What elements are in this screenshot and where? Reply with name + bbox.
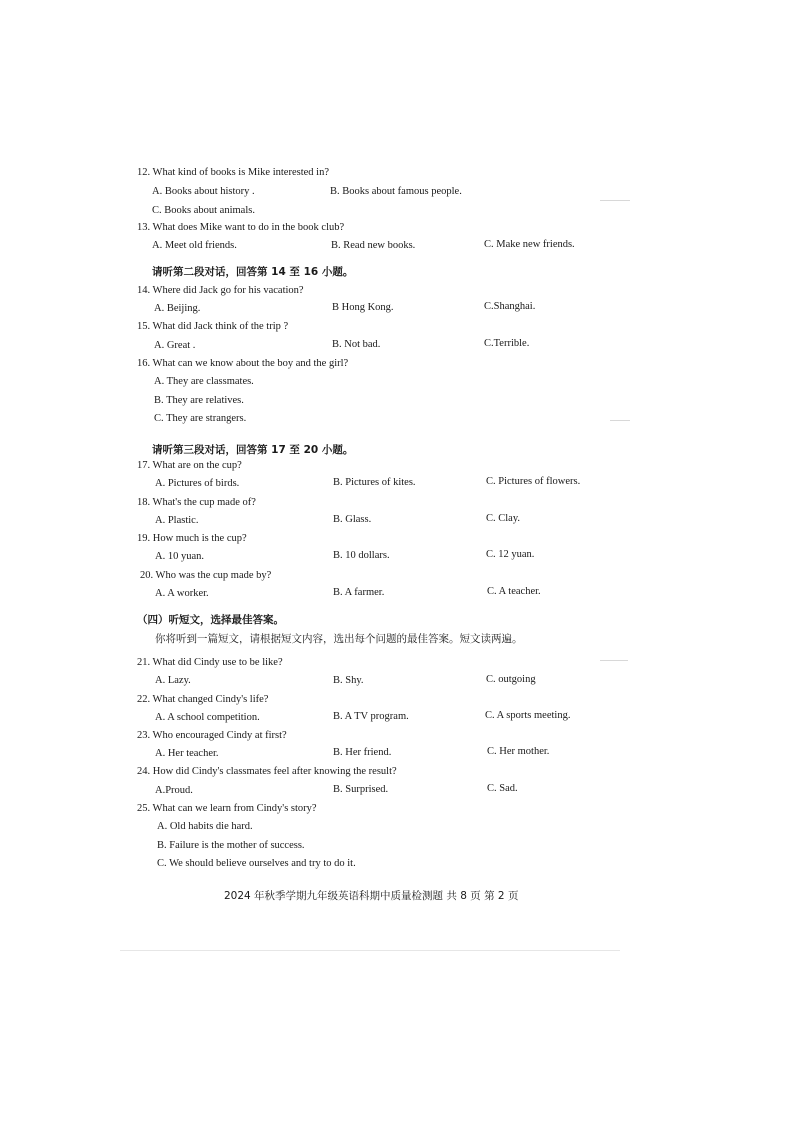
- option-18a: A. Plastic.: [155, 515, 199, 526]
- page-footer: 2024 年秋季学期九年级英语科期中质量检测题 共 8 页 第 2 页: [224, 890, 519, 902]
- option-23b: B. Her friend.: [333, 747, 392, 758]
- option-16c: C. They are strangers.: [154, 413, 247, 424]
- option-20c: C. A teacher.: [487, 586, 541, 597]
- option-15c: C.Terrible.: [484, 338, 530, 349]
- part4-instruction: 你将听到一篇短文，请根据短文内容，选出每个问题的最佳答案。短文读两遍。: [155, 633, 523, 645]
- option-13b: B. Read new books.: [331, 240, 416, 251]
- option-22c: C. A sports meeting.: [485, 710, 571, 721]
- question-16: 16. What can we know about the boy and the girl?: [137, 358, 349, 369]
- option-24a: A.Proud.: [155, 785, 193, 796]
- option-24c: C. Sad.: [487, 783, 518, 794]
- option-25a: A. Old habits die hard.: [157, 821, 253, 832]
- option-13c: C. Make new friends.: [484, 239, 575, 250]
- question-18: 18. What's the cup made of?: [137, 497, 256, 508]
- option-20a: A. A worker.: [155, 588, 209, 599]
- question-19: 19. How much is the cup?: [137, 533, 247, 544]
- question-22: 22. What changed Cindy's life?: [137, 694, 269, 705]
- option-21a: A. Lazy.: [155, 675, 191, 686]
- option-17b: B. Pictures of kites.: [333, 477, 416, 488]
- option-16a: A. They are classmates.: [154, 376, 254, 387]
- question-20: 20. Who was the cup made by?: [140, 570, 272, 581]
- option-12c: C. Books about animals.: [152, 205, 255, 216]
- option-15b: B. Not bad.: [332, 339, 381, 350]
- option-23c: C. Her mother.: [487, 746, 550, 757]
- scan-noise: [600, 660, 628, 661]
- question-17: 17. What are on the cup?: [137, 460, 242, 471]
- option-19a: A. 10 yuan.: [155, 551, 204, 562]
- option-25c: C. We should believe ourselves and try to do it.: [157, 858, 356, 869]
- option-14c: C.Shanghai.: [484, 301, 536, 312]
- option-21b: B. Shy.: [333, 675, 364, 686]
- option-18c: C. Clay.: [486, 513, 521, 524]
- option-15a: A. Great .: [154, 340, 196, 351]
- option-22b: B. A TV program.: [333, 711, 409, 722]
- option-23a: A. Her teacher.: [155, 748, 219, 759]
- option-24b: B. Surprised.: [333, 784, 389, 795]
- question-24: 24. How did Cindy's classmates feel after knowing the result?: [137, 766, 397, 777]
- option-19b: B. 10 dollars.: [333, 550, 390, 561]
- question-14: 14. Where did Jack go for his vacation?: [137, 285, 304, 296]
- section-dialogue-2: 请听第二段对话，回答第 14 至 16 小题。: [152, 266, 354, 278]
- scan-noise: [120, 950, 620, 951]
- question-25: 25. What can we learn from Cindy's story?: [137, 803, 317, 814]
- option-25b: B. Failure is the mother of success.: [157, 840, 305, 851]
- question-12: 12. What kind of books is Mike interested in?: [137, 167, 329, 178]
- option-14b: B Hong Kong.: [332, 302, 394, 313]
- scan-noise: [600, 200, 630, 201]
- part4-title: （四）听短文，选择最佳答案。: [137, 614, 284, 626]
- option-20b: B. A farmer.: [333, 587, 385, 598]
- option-12a: A. Books about history .: [152, 186, 255, 197]
- option-17c: C. Pictures of flowers.: [486, 476, 581, 487]
- option-14a: A. Beijing.: [154, 303, 201, 314]
- scan-noise: [610, 420, 630, 421]
- option-16b: B. They are relatives.: [154, 395, 244, 406]
- section-dialogue-3: 请听第三段对话，回答第 17 至 20 小题。: [152, 444, 354, 456]
- option-19c: C. 12 yuan.: [486, 549, 535, 560]
- question-15: 15. What did Jack think of the trip ?: [137, 321, 289, 332]
- option-21c: C. outgoing: [486, 674, 536, 685]
- option-13a: A. Meet old friends.: [152, 240, 237, 251]
- question-23: 23. Who encouraged Cindy at first?: [137, 730, 287, 741]
- option-18b: B. Glass.: [333, 514, 372, 525]
- option-12b: B. Books about famous people.: [330, 186, 462, 197]
- option-17a: A. Pictures of birds.: [155, 478, 240, 489]
- question-21: 21. What did Cindy use to be like?: [137, 657, 283, 668]
- question-13: 13. What does Mike want to do in the book club?: [137, 222, 345, 233]
- option-22a: A. A school competition.: [155, 712, 260, 723]
